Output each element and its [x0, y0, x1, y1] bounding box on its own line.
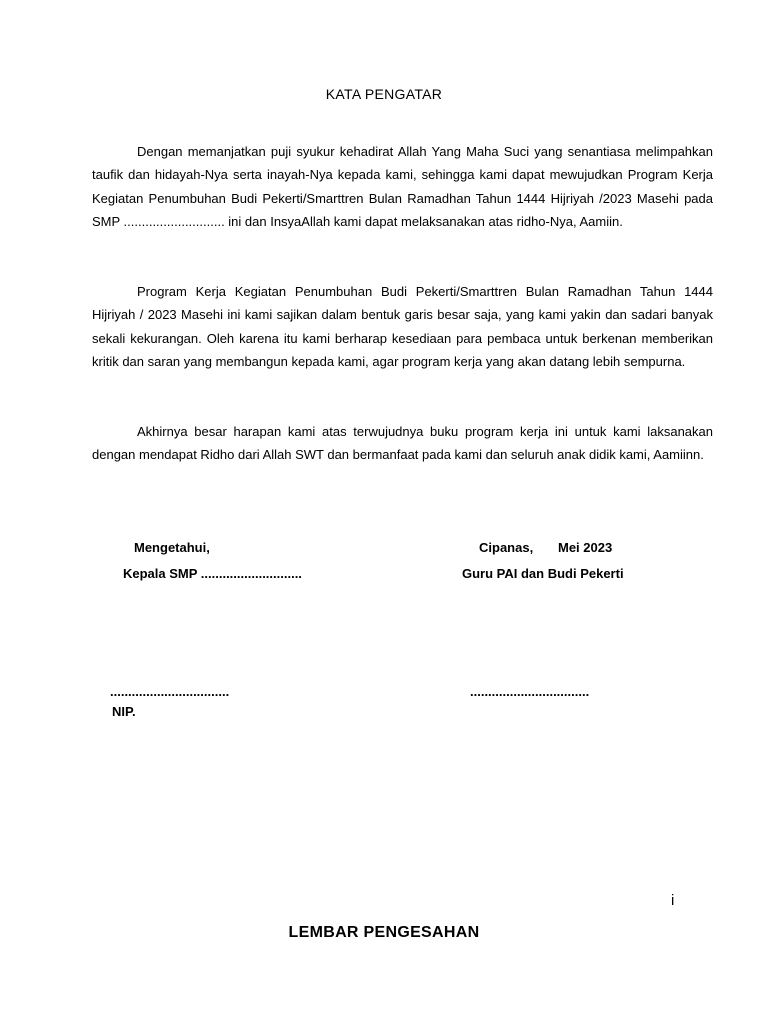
- signature-left-nip: NIP.: [112, 704, 136, 719]
- signature-right-place: Cipanas,: [479, 540, 534, 555]
- signature-left-greeting: Mengetahui,: [134, 540, 210, 555]
- signature-right-date: Mei 2023: [558, 540, 613, 555]
- signature-right-name-line: .................................: [470, 684, 590, 699]
- signature-right-role: Guru PAI dan Budi Pekerti: [462, 566, 624, 581]
- signature-left-role: Kepala SMP ............................: [123, 566, 302, 581]
- page-number: i: [671, 892, 675, 909]
- signature-left-name-line: .................................: [110, 684, 230, 699]
- page-title: KATA PENGATAR: [325, 86, 443, 102]
- next-section-title: LEMBAR PENGESAHAN: [288, 924, 480, 941]
- paragraph-3: Akhirnya besar harapan kami atas terwujudnya buku program kerja ini untuk kami laksanakan dengan mendapat Ridho dari Allah SWT dan bermanfaat pada kami dan seluruh anak didik kami, Aamiinn.: [92, 424, 713, 463]
- paragraph-1: Dengan memanjatkan puji syukur kehadirat Allah Yang Maha Suci yang senantiasa melimpahkan taufik dan hidayah-Nya serta inayah-Nya kepada kami, sehingga kami dapat mewujudkan Program Kerja Kegiatan Penumbuhan Budi Pekerti/Smarttren Bulan Ramadhan Tahun 1444 Hijriyah /2023 Masehi pada SMP ............................ ini dan InsyaAllah kami dapat melaksanakan atas ridho-Nya, Aamiin.: [92, 144, 713, 230]
- paragraph-2: Program Kerja Kegiatan Penumbuhan Budi Pekerti/Smarttren Bulan Ramadhan Tahun 1444 Hijriyah / 2023 Masehi ini kami sajikan dalam bentuk garis besar saja, yang kami yakin dan sadari banyak sekali kekurangan. Oleh karena itu kami berharap kesediaan para pembaca untuk berkenan memberikan kritik dan saran yang membangun kepada kami, agar program kerja yang akan datang lebih sempurna.: [92, 284, 713, 370]
